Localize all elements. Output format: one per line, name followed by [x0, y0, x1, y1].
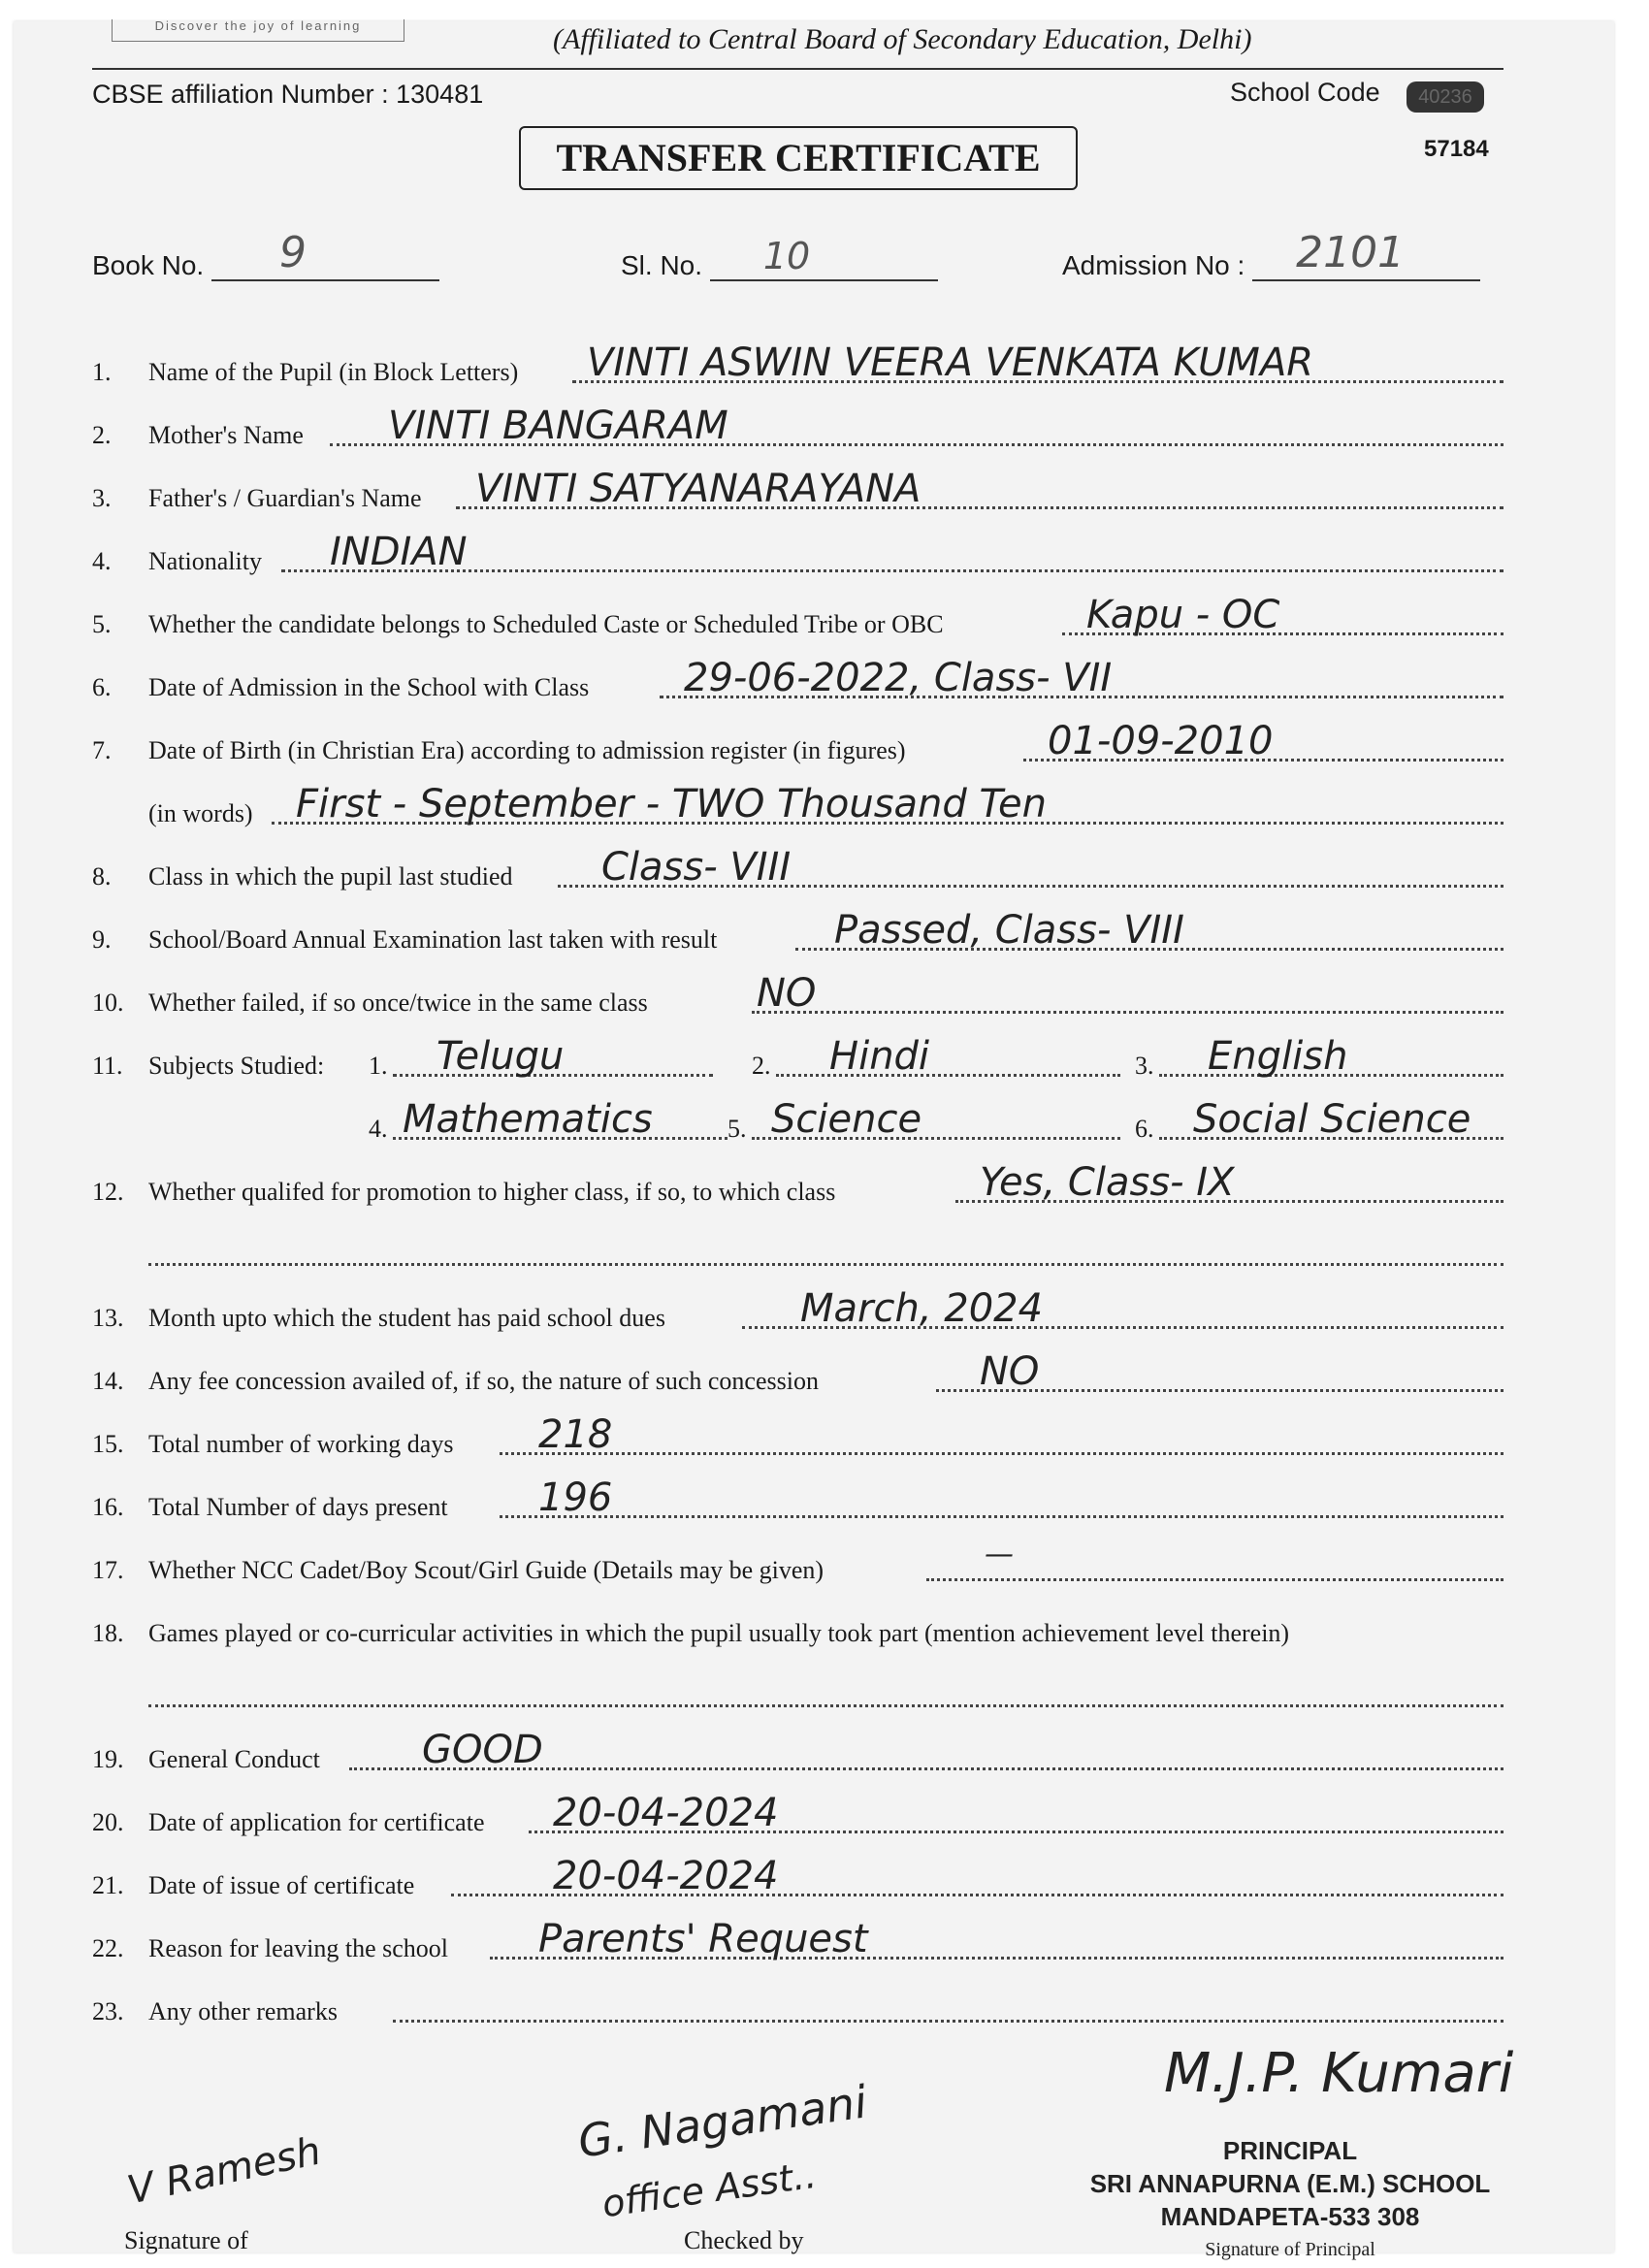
row-number: 16. [92, 1493, 124, 1521]
row-number: 8. [92, 862, 112, 891]
row-exam-result [92, 908, 1504, 960]
ncc-value: — [985, 1538, 1014, 1571]
row-failed [92, 971, 1504, 1023]
row-number: 18. [92, 1619, 124, 1647]
row-label: Total Number of days present [148, 1493, 448, 1521]
row-number: 7. [92, 736, 112, 764]
row-games [92, 1605, 1504, 1654]
row-number: 5. [92, 610, 112, 638]
row-application-date [92, 1791, 1504, 1843]
book-number-label: Book No. [92, 250, 205, 280]
row-number: 10. [92, 988, 124, 1017]
working-days-value: 218 [538, 1412, 613, 1457]
subject-number: 4. [369, 1115, 388, 1143]
checker-signature: G. Nagamani [574, 2075, 871, 2168]
mother-name-value: VINTI BANGARAM [388, 404, 728, 448]
subject-number: 2. [752, 1052, 771, 1080]
row-number: 21. [92, 1871, 124, 1899]
principal-signature-label: Signature of Principal [1205, 2239, 1375, 2260]
row-label: Subjects Studied: [148, 1052, 325, 1080]
row-label: Whether NCC Cadet/Boy Scout/Girl Guide (Details may be given) [148, 1556, 824, 1584]
dob-words-value: First - September - TWO Thousand Ten [296, 782, 1047, 826]
exam-result-value: Passed, Class- VIII [834, 908, 1184, 953]
caste-value: Kapu - OC [1086, 593, 1280, 637]
row-subjects-2 [92, 1097, 1504, 1150]
cbse-affiliation: CBSE affiliation Number : 130481 [92, 80, 484, 109]
stamp-school-address: MANDAPETA-533 308 [1160, 2202, 1420, 2231]
page-title: TRANSFER CERTIFICATE [519, 126, 1078, 190]
row-label: Whether qualifed for promotion to higher class, if so, to which class [148, 1178, 836, 1206]
row-label: Date of Birth (in Christian Era) according to admission register (in figures) [148, 736, 906, 764]
row-dob-figures [92, 719, 1504, 771]
stamp-school-name: SRI ANNAPURNA (E.M.) SCHOOL [1089, 2169, 1491, 2198]
row-label: Name of the Pupil (in Block Letters) [148, 358, 519, 386]
row-label: Any fee concession availed of, if so, the nature of such concession [148, 1367, 819, 1395]
school-code-number: 57184 [1424, 136, 1489, 162]
promotion-value: Yes, Class- IX [980, 1160, 1235, 1205]
row-number: 1. [92, 358, 112, 386]
row-label: Nationality [148, 547, 262, 575]
row-father-name [92, 467, 1504, 519]
row-subjects [92, 1034, 1504, 1086]
row-caste [92, 593, 1504, 645]
row-label: Games played or co-curricular activities in which the pupil usually took part (mention achievement level therein) [148, 1619, 1290, 1647]
dues-value: March, 2024 [800, 1286, 1044, 1331]
principal-stamp [1086, 2134, 1494, 2266]
row-label: School/Board Annual Examination last taken with result [148, 925, 718, 954]
checker-designation: office Asst.. [599, 2153, 820, 2226]
subject-number: 3. [1135, 1052, 1154, 1080]
row-number: 20. [92, 1808, 124, 1836]
days-present-value: 196 [538, 1475, 613, 1520]
leaving-reason-value: Parents' Request [538, 1917, 868, 1961]
row-number: 12. [92, 1178, 124, 1206]
row-dues [92, 1286, 1504, 1339]
stamp-principal: PRINCIPAL [1222, 2136, 1358, 2165]
row-label: Total number of working days [148, 1430, 454, 1458]
row-label: Any other remarks [148, 1997, 338, 2025]
row-remarks [92, 1984, 1504, 2032]
row-mother-name [92, 404, 1504, 456]
left-signature-label: Signature of [124, 2226, 248, 2254]
subject-number: 5. [728, 1115, 747, 1143]
row-conduct [92, 1728, 1504, 1780]
row-number: 17. [92, 1556, 124, 1584]
row-label: Reason for leaving the school [148, 1934, 449, 1962]
admission-date-value: 29-06-2022, Class- VII [684, 656, 1113, 700]
row-label: Mother's Name [148, 421, 304, 449]
row-issue-date [92, 1854, 1504, 1906]
principal-signature: M.J.P. Kumari [1164, 2042, 1514, 2105]
dob-figures-value: 01-09-2010 [1048, 719, 1274, 763]
row-label: (in words) [148, 799, 253, 827]
failed-value: NO [757, 971, 817, 1016]
nationality-value: INDIAN [330, 530, 468, 574]
row-label: Date of application for certificate [148, 1808, 485, 1836]
subject-6-value: Social Science [1193, 1097, 1471, 1142]
conduct-value: GOOD [422, 1728, 543, 1772]
row-promotion-continued [92, 1227, 1504, 1276]
row-number: 9. [92, 925, 112, 954]
school-code-label: School Code [1230, 78, 1380, 107]
subject-number: 1. [369, 1052, 388, 1080]
row-label: Date of issue of certificate [148, 1871, 415, 1899]
issue-date-value: 20-04-2024 [553, 1854, 779, 1898]
admission-number-value: 2101 [1296, 228, 1406, 277]
checked-by-label: Checked by [684, 2226, 804, 2254]
row-pupil-name [92, 340, 1504, 393]
row-nationality [92, 530, 1504, 582]
subject-1-value: Telugu [436, 1034, 565, 1079]
application-date-value: 20-04-2024 [553, 1791, 779, 1835]
affiliation-line: (Affiliated to Central Board of Secondary Education, Delhi) [553, 23, 1252, 55]
serial-number-value: 10 [762, 235, 811, 277]
admission-number-field [1062, 228, 1480, 281]
row-number: 4. [92, 547, 112, 575]
row-number: 6. [92, 673, 112, 701]
book-number-value: 9 [278, 228, 307, 277]
row-label: General Conduct [148, 1745, 320, 1773]
last-class-value: Class- VIII [601, 845, 792, 890]
row-number: 15. [92, 1430, 124, 1458]
subject-number: 6. [1135, 1115, 1154, 1143]
row-label: Class in which the pupil last studied [148, 862, 513, 891]
row-label: Father's / Guardian's Name [148, 484, 422, 512]
row-leaving-reason [92, 1917, 1504, 1969]
subject-2-value: Hindi [829, 1034, 930, 1079]
fee-concession-value: NO [980, 1349, 1040, 1394]
admission-number-label: Admission No : [1062, 250, 1245, 280]
row-last-class [92, 845, 1504, 897]
row-fee-concession [92, 1349, 1504, 1402]
row-games-continued [92, 1669, 1504, 1717]
left-signature: V Ramesh [123, 2128, 325, 2214]
serial-number-label: Sl. No. [621, 250, 703, 280]
subject-5-value: Science [771, 1097, 922, 1142]
row-promotion [92, 1160, 1504, 1213]
row-label: Date of Admission in the School with Class [148, 673, 590, 701]
row-number: 13. [92, 1304, 124, 1332]
header-rule [92, 68, 1504, 70]
row-admission-date [92, 656, 1504, 708]
father-name-value: VINTI SATYANARAYANA [475, 467, 922, 511]
tagline: Discover the joy of learning [112, 19, 404, 42]
row-number: 11. [92, 1052, 123, 1080]
row-dob-words [92, 782, 1504, 834]
row-label: Whether the candidate belongs to Scheduled Caste or Scheduled Tribe or OBC [148, 610, 944, 638]
row-number: 22. [92, 1934, 124, 1962]
subject-4-value: Mathematics [403, 1097, 653, 1142]
row-working-days [92, 1412, 1504, 1465]
row-ncc [92, 1538, 1504, 1591]
book-number-field [92, 228, 439, 281]
school-code-obscured: 40236 [1406, 81, 1484, 113]
serial-number-field [621, 235, 938, 281]
subject-3-value: English [1208, 1034, 1348, 1079]
row-number: 19. [92, 1745, 124, 1773]
row-number: 23. [92, 1997, 124, 2025]
pupil-name-value: VINTI ASWIN VEERA VENKATA KUMAR [587, 340, 1314, 385]
row-number: 14. [92, 1367, 124, 1395]
row-number: 3. [92, 484, 112, 512]
row-label: Whether failed, if so once/twice in the same class [148, 988, 648, 1017]
row-number: 2. [92, 421, 112, 449]
row-label: Month upto which the student has paid school dues [148, 1304, 665, 1332]
row-days-present [92, 1475, 1504, 1528]
